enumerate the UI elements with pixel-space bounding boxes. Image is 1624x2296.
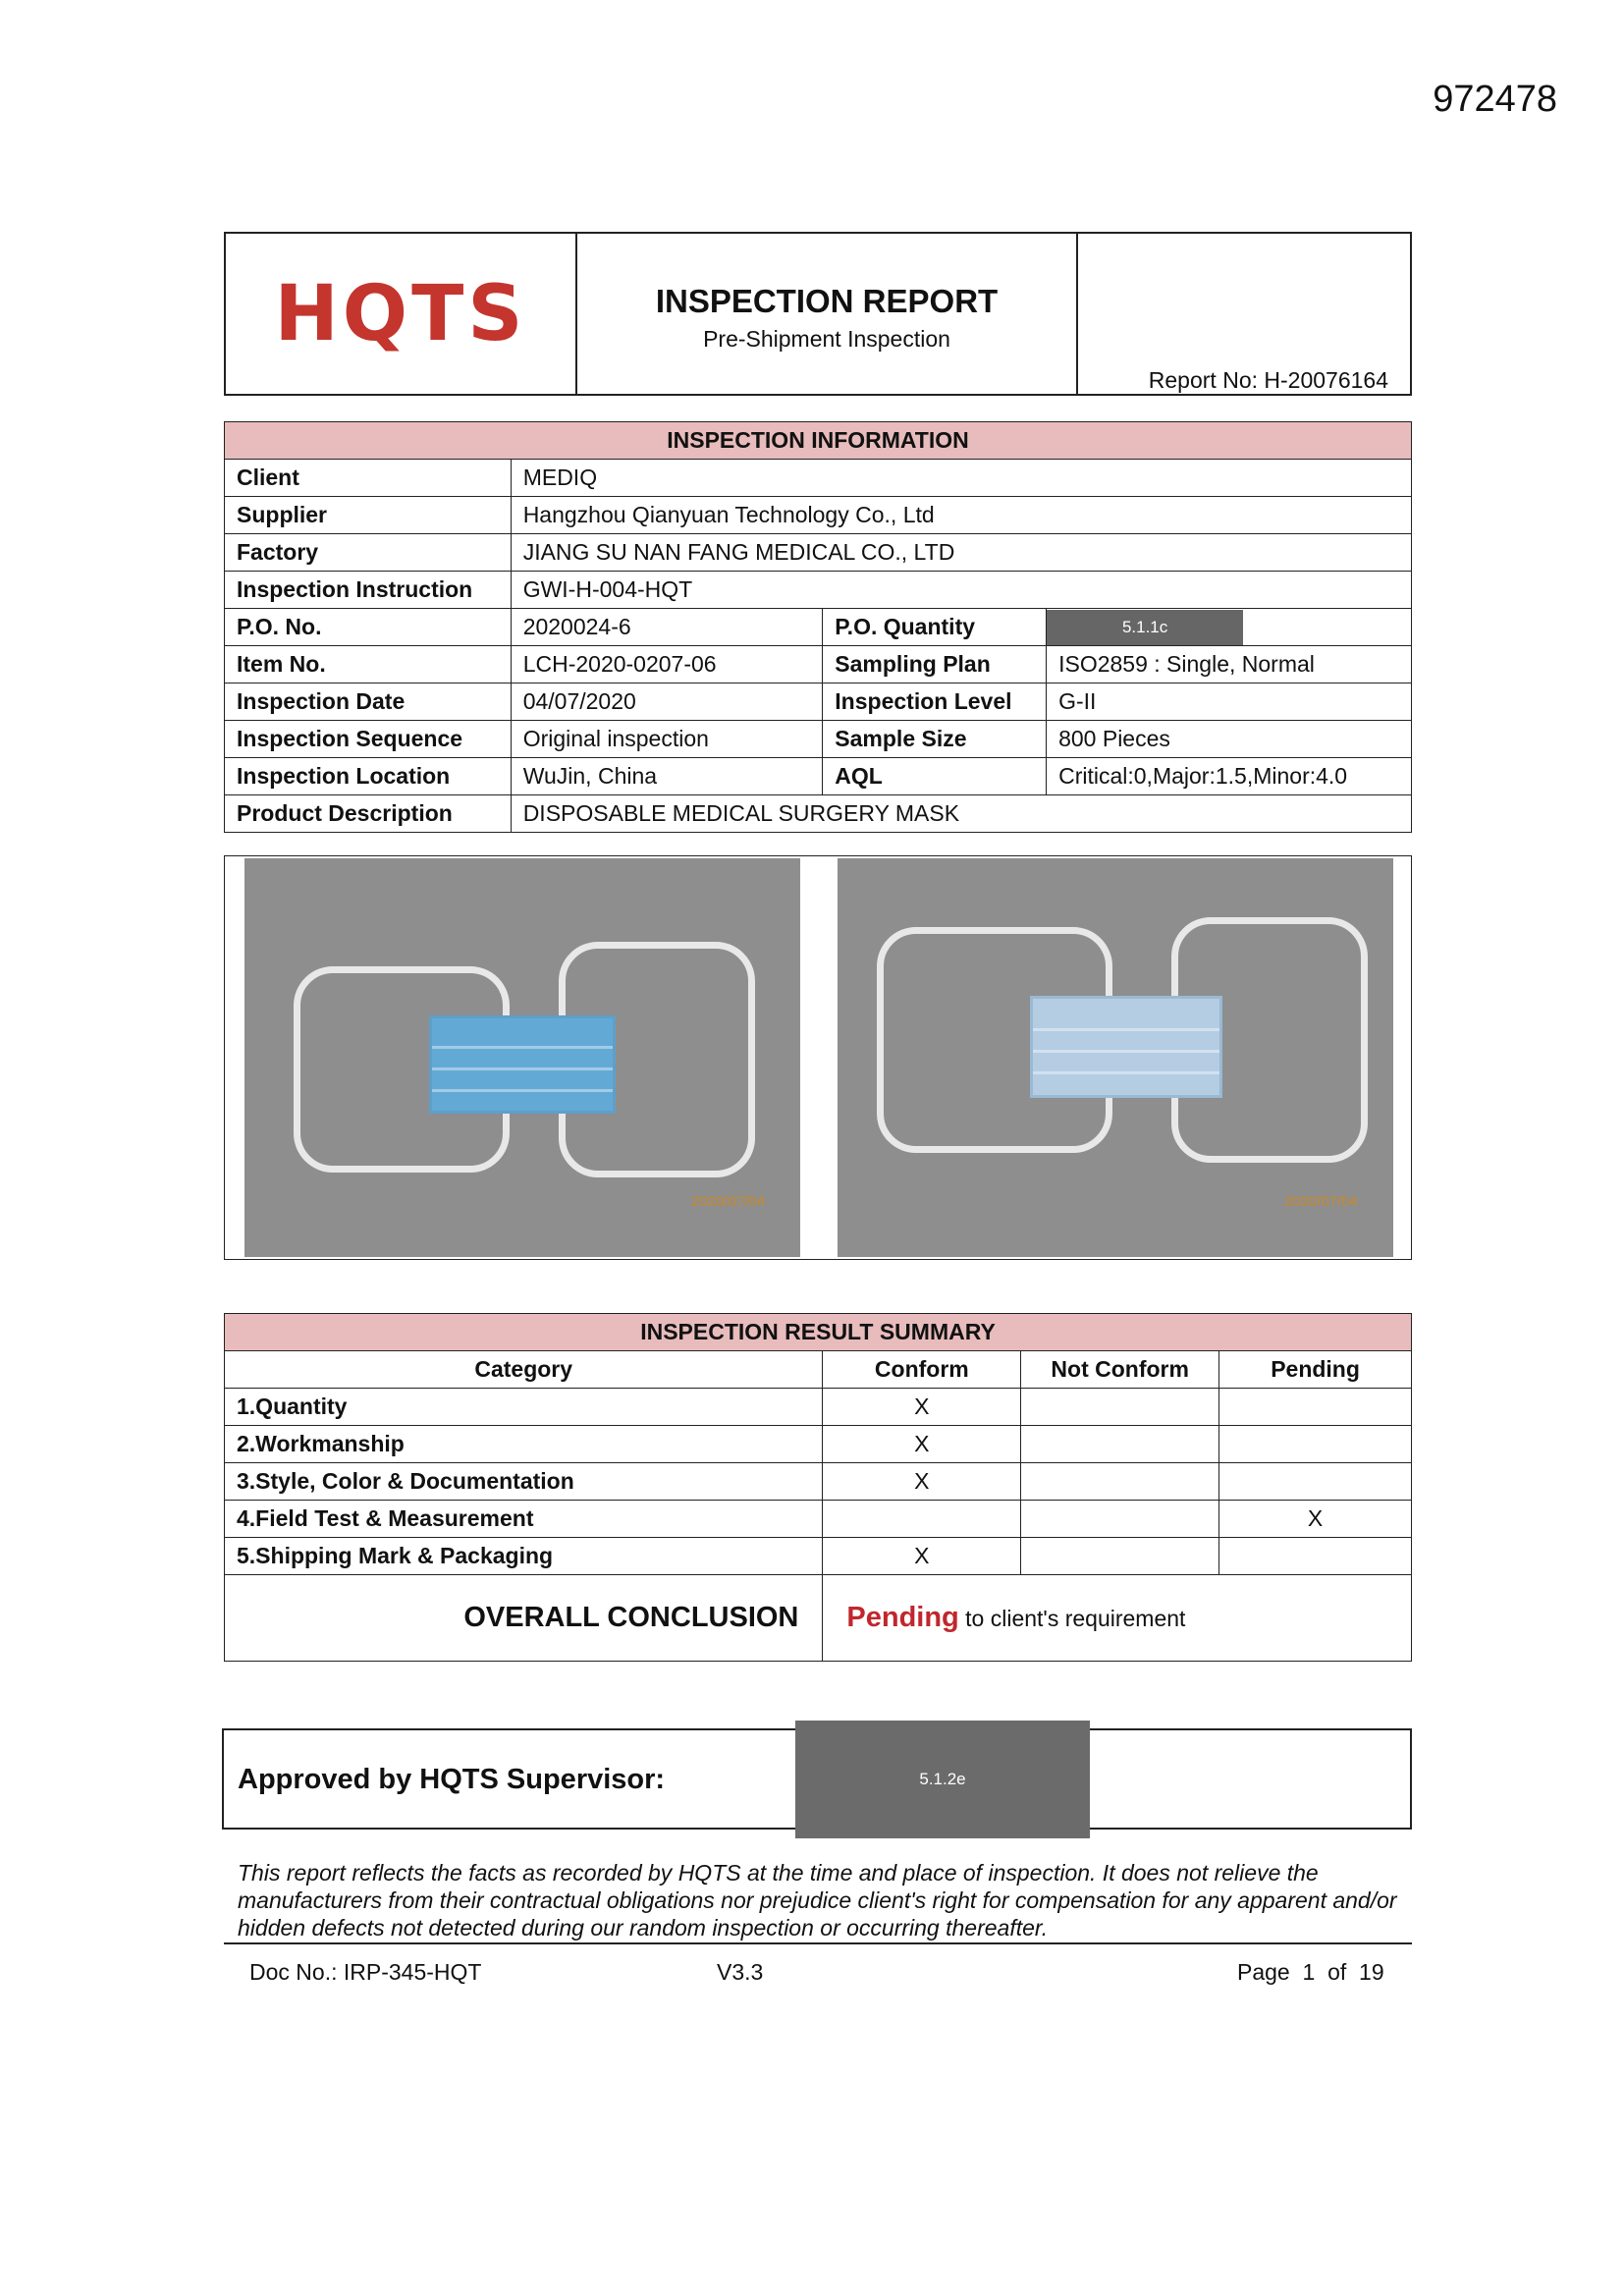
table-row <box>225 460 1412 497</box>
po-quantity-label: P.O. Quantity <box>823 609 1047 646</box>
client-label: Client <box>225 460 512 497</box>
sample-size-label: Sample Size <box>823 721 1047 758</box>
col-category: Category <box>225 1351 823 1389</box>
supplier-label: Supplier <box>225 497 512 534</box>
table-header-row <box>225 1351 1412 1389</box>
table-row <box>225 1426 1412 1463</box>
summary-band: INSPECTION RESULT SUMMARY <box>225 1314 1412 1351</box>
conclusion-row <box>225 1575 1412 1662</box>
photo-date-stamp: 2020/07/04 <box>1283 1193 1358 1210</box>
conform-cell: X <box>823 1389 1021 1426</box>
item-value: LCH-2020-0207-06 <box>511 646 823 683</box>
doc-number: Doc No.: IRP-345-HQT <box>249 1959 482 1985</box>
po-value: 2020024-6 <box>511 609 823 646</box>
approval-label: Approved by HQTS Supervisor: <box>238 1764 666 1795</box>
location-label: Inspection Location <box>225 758 512 795</box>
factory-label: Factory <box>225 534 512 572</box>
factory-value: JIANG SU NAN FANG MEDICAL CO., LTD <box>511 534 1411 572</box>
report-subtitle: Pre-Shipment Inspection <box>703 326 950 352</box>
pending-cell <box>1219 1426 1412 1463</box>
table-row <box>225 646 1412 683</box>
hqts-logo: HQTS <box>274 269 527 358</box>
report-header <box>224 232 1412 396</box>
not-conform-cell <box>1021 1538 1219 1575</box>
table-row <box>225 609 1412 646</box>
table-row <box>225 758 1412 795</box>
conform-cell: X <box>823 1463 1021 1501</box>
disclaimer-text: This report reflects the facts as recorded by HQTS at the time and place of inspection. It does not relieve the manufacturers from their contractual obligations nor prejudice client's right for compensation for any apparent and/or hidden defects not detected during our random inspection or occurring thereafter. <box>238 1860 1397 1941</box>
category-cell: 2.Workmanship <box>225 1426 823 1463</box>
po-quantity-cell <box>1047 609 1412 646</box>
conform-cell: X <box>823 1426 1021 1463</box>
product-photos <box>224 855 1412 1260</box>
pending-cell <box>1219 1538 1412 1575</box>
level-value: G-II <box>1047 683 1412 721</box>
mask-body <box>1030 996 1222 1098</box>
not-conform-cell <box>1021 1463 1219 1501</box>
table-row <box>225 721 1412 758</box>
product-label: Product Description <box>225 795 512 833</box>
conform-cell: X <box>823 1538 1021 1575</box>
table-row <box>225 534 1412 572</box>
date-label: Inspection Date <box>225 683 512 721</box>
table-row <box>225 795 1412 833</box>
aql-value: Critical:0,Major:1.5,Minor:4.0 <box>1047 758 1412 795</box>
table-row <box>225 497 1412 534</box>
photo-date-stamp: 2020/07/04 <box>690 1193 765 1210</box>
result-summary-table <box>224 1313 1412 1662</box>
footer-divider <box>224 1942 1412 1944</box>
pending-cell <box>1219 1389 1412 1426</box>
instruction-value: GWI-H-004-HQT <box>511 572 1411 609</box>
not-conform-cell <box>1021 1426 1219 1463</box>
report-title: INSPECTION REPORT <box>655 283 999 319</box>
not-conform-cell <box>1021 1389 1219 1426</box>
not-conform-cell <box>1021 1501 1219 1538</box>
client-value: MEDIQ <box>511 460 1411 497</box>
aql-label: AQL <box>823 758 1047 795</box>
sample-size-value: 800 Pieces <box>1047 721 1412 758</box>
page-number: Page 1 of 19 <box>1237 1959 1384 1985</box>
location-value: WuJin, China <box>511 758 823 795</box>
title-cell <box>577 234 1078 394</box>
version: V3.3 <box>717 1959 764 1985</box>
document-id: 972478 <box>1433 79 1557 120</box>
sequence-label: Inspection Sequence <box>225 721 512 758</box>
mask-photo-back <box>838 858 1393 1257</box>
conclusion-note: to client's requirement <box>965 1606 1186 1631</box>
supplier-value: Hangzhou Qianyuan Technology Co., Ltd <box>511 497 1411 534</box>
overall-conclusion-value <box>823 1575 1412 1662</box>
instruction-label: Inspection Instruction <box>225 572 512 609</box>
mask-body <box>429 1015 616 1114</box>
logo-cell <box>226 234 577 394</box>
po-label: P.O. No. <box>225 609 512 646</box>
info-band: INSPECTION INFORMATION <box>225 422 1412 460</box>
table-row <box>225 1463 1412 1501</box>
table-row <box>225 1501 1412 1538</box>
category-cell: 1.Quantity <box>225 1389 823 1426</box>
sequence-value: Original inspection <box>511 721 823 758</box>
product-value: DISPOSABLE MEDICAL SURGERY MASK <box>511 795 1411 833</box>
table-row <box>225 572 1412 609</box>
col-pending: Pending <box>1219 1351 1412 1389</box>
inspection-info-table <box>224 421 1412 833</box>
col-conform: Conform <box>823 1351 1021 1389</box>
item-label: Item No. <box>225 646 512 683</box>
category-cell: 5.Shipping Mark & Packaging <box>225 1538 823 1575</box>
signature-redaction: 5.1.2e <box>795 1721 1090 1838</box>
conform-cell <box>823 1501 1021 1538</box>
sampling-label: Sampling Plan <box>823 646 1047 683</box>
report-number: Report No: H-20076164 <box>1148 367 1388 393</box>
date-value: 04/07/2020 <box>511 683 823 721</box>
sampling-value: ISO2859 : Single, Normal <box>1047 646 1412 683</box>
po-quantity-redaction: 5.1.1c <box>1047 610 1243 645</box>
category-cell: 4.Field Test & Measurement <box>225 1501 823 1538</box>
pending-cell: X <box>1219 1501 1412 1538</box>
table-row <box>225 1538 1412 1575</box>
col-not-conform: Not Conform <box>1021 1351 1219 1389</box>
level-label: Inspection Level <box>823 683 1047 721</box>
category-cell: 3.Style, Color & Documentation <box>225 1463 823 1501</box>
mask-photo-front <box>244 858 800 1257</box>
table-row <box>225 1389 1412 1426</box>
pending-cell <box>1219 1463 1412 1501</box>
approval-box <box>222 1728 1412 1830</box>
table-row <box>225 683 1412 721</box>
overall-conclusion-label: OVERALL CONCLUSION <box>225 1575 823 1662</box>
pending-status: Pending <box>846 1602 959 1633</box>
